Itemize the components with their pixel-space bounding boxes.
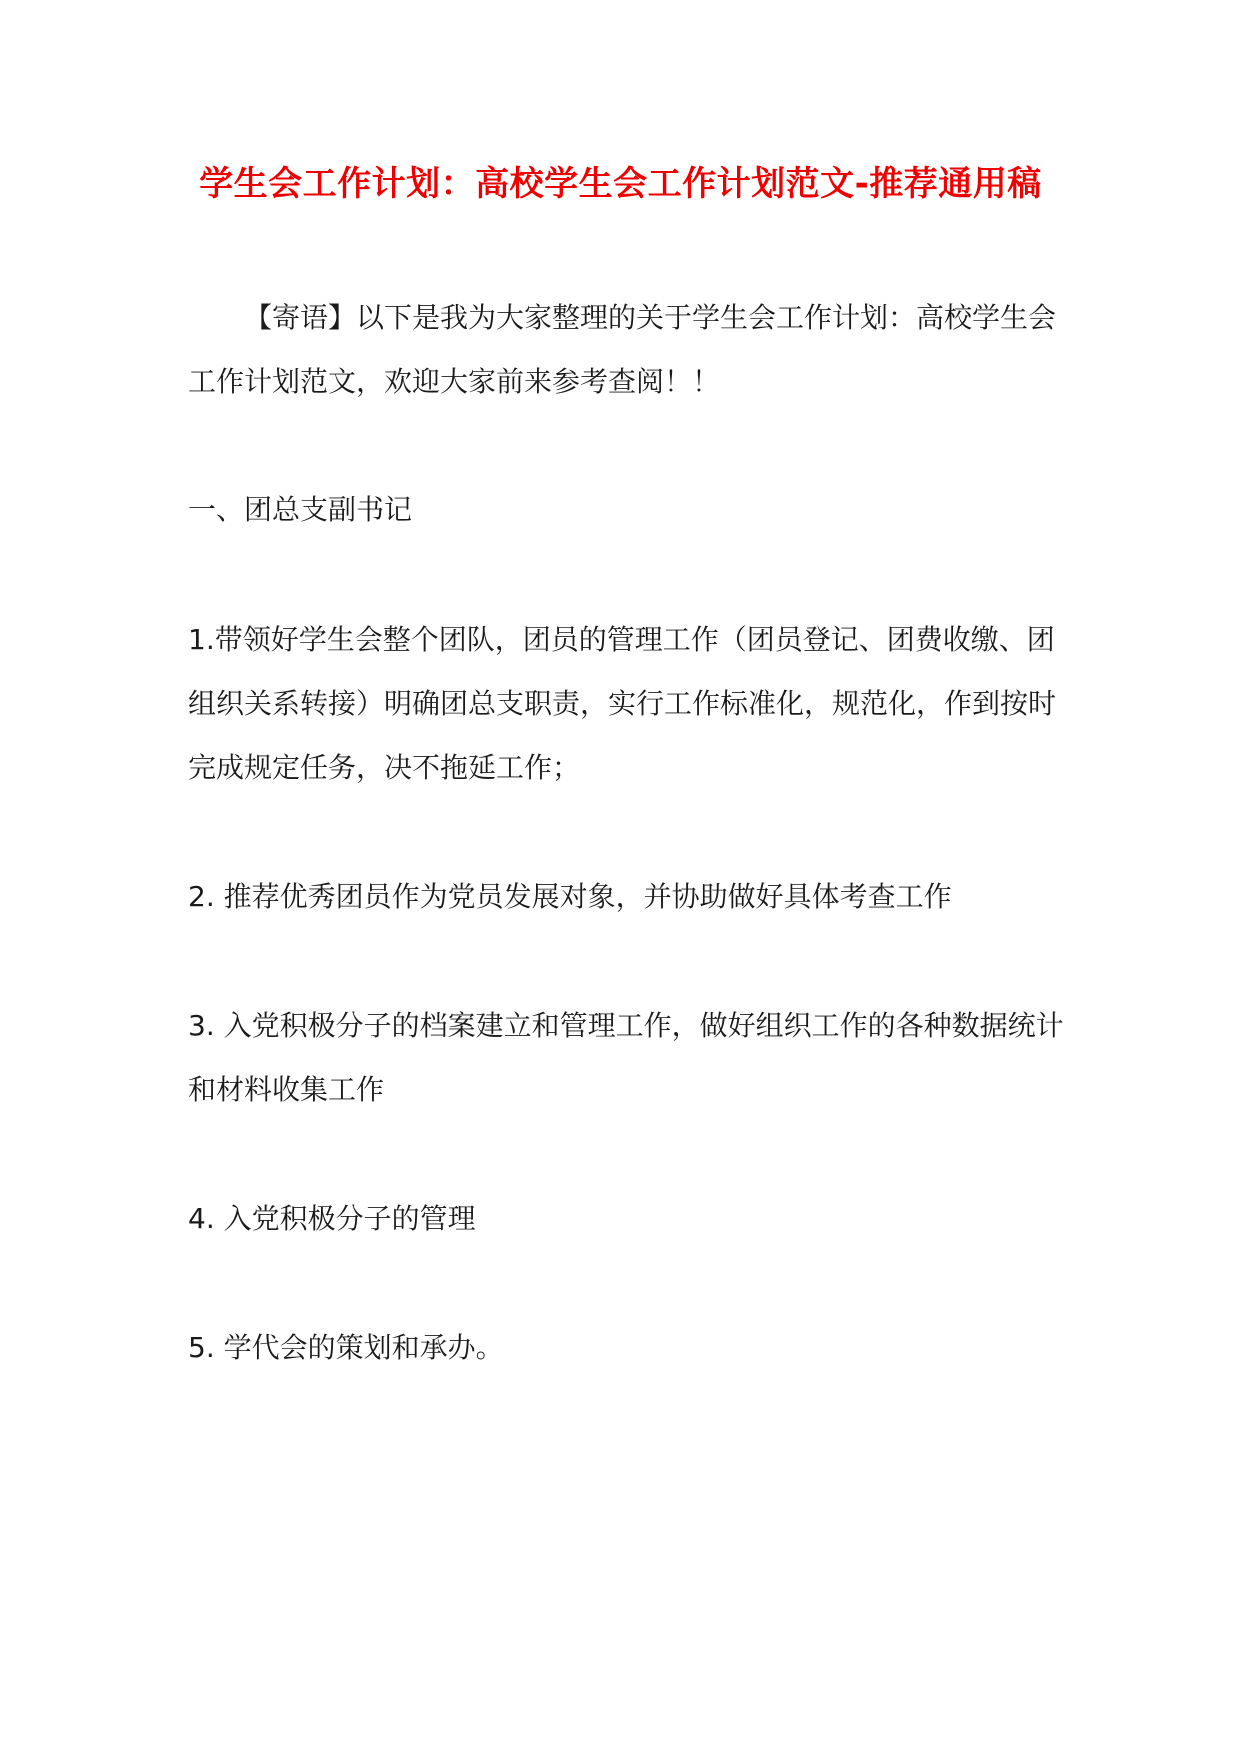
list-item: 4. 入党积极分子的管理 <box>188 1202 476 1235</box>
document-title: 学生会工作计划：高校学生会工作计划范文-推荐通用稿 <box>199 164 1042 204</box>
intro-paragraph: 【寄语】以下是我为大家整理的关于学生会工作计划：高校学生会工作计划范文，欢迎大家前来参考查阅！！ <box>188 301 1057 398</box>
list-item: 2. 推荐优秀团员作为党员发展对象，并协助做好具体考查工作 <box>188 880 952 913</box>
section-heading: 一、团总支副书记 <box>188 493 413 526</box>
list-item: 5. 学代会的策划和承办。 <box>188 1331 504 1364</box>
list-item: 1.带领好学生会整个团队，团员的管理工作（团员登记、团费收缴、团组织关系转接）明确团总支职责，实行工作标准化，规范化，作到按时完成规定任务，决不拖延工作； <box>188 623 1057 784</box>
list-item: 3. 入党积极分子的档案建立和管理工作，做好组织工作的各种数据统计和材料收集工作 <box>188 1009 1064 1106</box>
